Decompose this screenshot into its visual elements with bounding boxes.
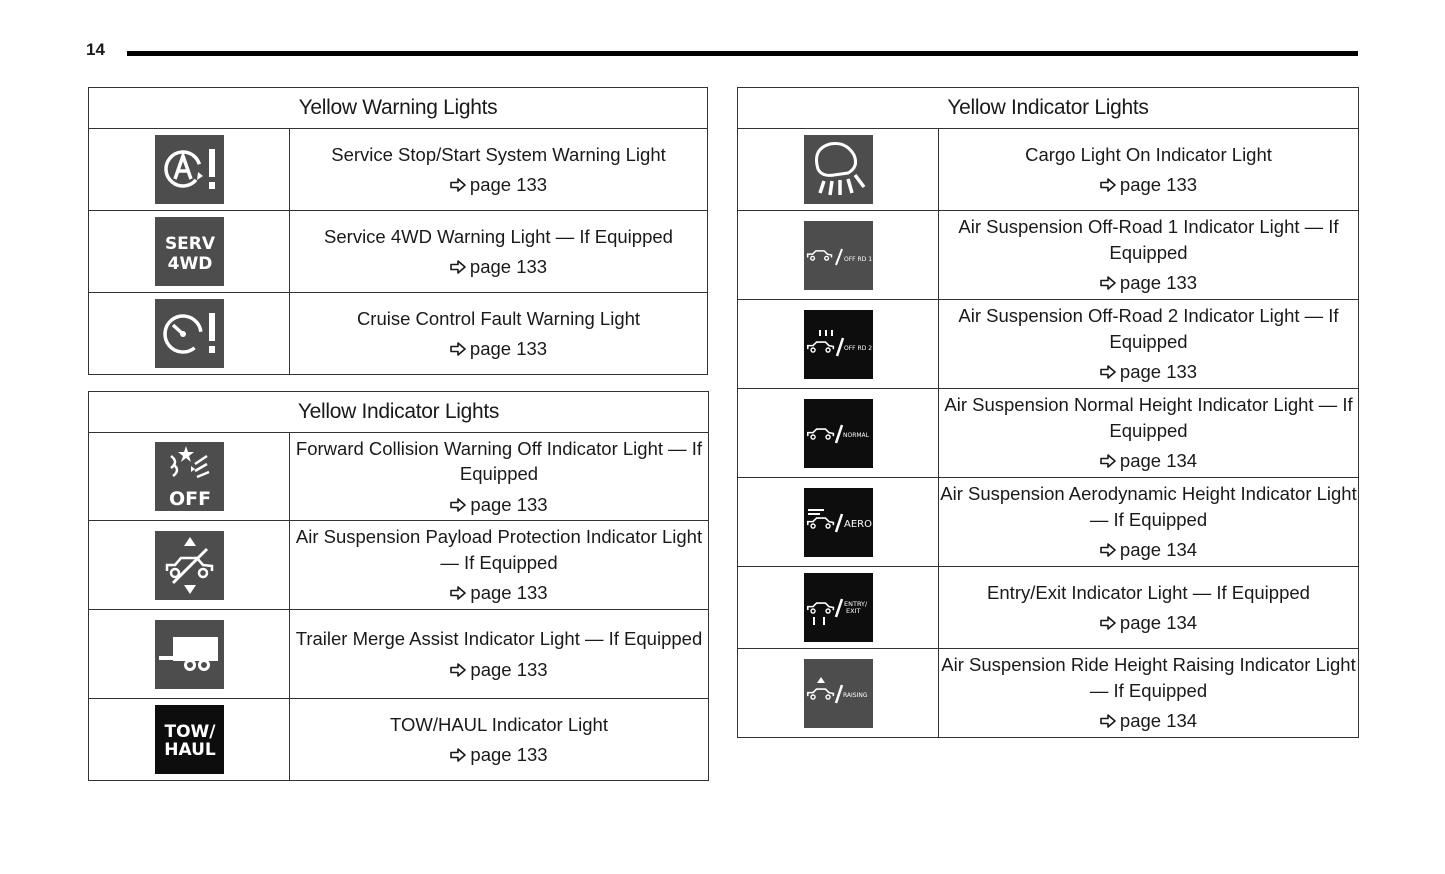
light-title: Service 4WD Warning Light — If Equipped (324, 225, 673, 247)
table-row (738, 567, 1359, 649)
page-reference[interactable]: page 134 (939, 537, 1358, 563)
normal-height-icon (804, 399, 873, 468)
light-title: Air Suspension Ride Height Raising Indicator Light — If Equipped (941, 654, 1356, 701)
aero-height-icon (804, 488, 873, 557)
svg-text:EXIT: EXIT (845, 607, 860, 615)
table-row (738, 389, 1359, 478)
table-row (738, 211, 1359, 300)
svg-text:OFF RD 2: OFF RD 2 (843, 344, 872, 352)
table-title: Yellow Indicator Lights (738, 88, 1359, 129)
light-title: Cruise Control Fault Warning Light (356, 307, 641, 329)
entry-exit-icon (804, 573, 873, 642)
table-row (89, 610, 709, 699)
light-title: Air Suspension Off-Road 1 Indicator Light — If Equipped (958, 216, 1339, 263)
light-title: Entry/Exit Indicator Light — If Equipped (987, 581, 1310, 603)
page-reference[interactable]: page 133 (290, 336, 707, 362)
svg-text:ENTRY/: ENTRY/ (843, 600, 867, 608)
light-title: Service Stop/Start System Warning Light (331, 143, 666, 165)
table-row (738, 300, 1359, 389)
svg-text:TOW/: TOW/ (163, 722, 216, 742)
page-reference[interactable]: page 134 (939, 610, 1358, 636)
arrow-right-icon (450, 586, 466, 600)
light-title: Cargo Light On Indicator Light (1025, 143, 1272, 165)
payload-protection-icon (155, 531, 224, 600)
light-title: Forward Collision Warning Off Indicator Light — If Equipped (295, 437, 703, 485)
arrow-right-icon (1100, 543, 1116, 557)
light-title: TOW/HAUL Indicator Light (390, 713, 608, 735)
page-reference[interactable]: page 134 (939, 448, 1358, 474)
table-title: Yellow Warning Lights (89, 88, 708, 129)
table-row (89, 521, 709, 610)
table-row (738, 478, 1359, 567)
svg-text:4WD: 4WD (167, 254, 212, 274)
page-reference[interactable]: page 133 (939, 172, 1358, 198)
yellow-indicator-lights-table-left (88, 391, 709, 781)
page-reference[interactable]: page 133 (290, 742, 708, 768)
arrow-right-icon (450, 342, 466, 356)
arrow-right-icon (450, 178, 466, 192)
table-row (89, 129, 708, 211)
header-rule (127, 51, 1358, 56)
svg-text:AERO: AERO (843, 518, 872, 530)
svg-text:RAISING: RAISING (842, 691, 868, 699)
svg-text:HAUL: HAUL (163, 740, 216, 760)
trailer-merge-icon (155, 620, 224, 689)
table-row (738, 129, 1359, 211)
page-number: 14 (86, 40, 105, 59)
arrow-right-icon (450, 498, 466, 512)
off-road-2-icon (804, 310, 873, 379)
svg-text:OFF: OFF (168, 488, 211, 510)
stop-start-warning-icon (155, 135, 224, 204)
page-reference[interactable]: page 133 (939, 270, 1358, 296)
serv-4wd-icon (155, 217, 224, 286)
arrow-right-icon (1100, 365, 1116, 379)
table-row (89, 433, 709, 521)
arrow-right-icon (1100, 616, 1116, 630)
light-title: Air Suspension Off-Road 2 Indicator Light — If Equipped (958, 305, 1339, 352)
table-row (89, 293, 708, 375)
page-reference[interactable]: page 133 (939, 359, 1358, 385)
yellow-indicator-lights-table-right (737, 87, 1359, 738)
page-reference[interactable]: page 133 (290, 254, 707, 280)
page-reference[interactable]: page 133 (290, 657, 708, 683)
tow-haul-icon (155, 705, 224, 774)
arrow-right-icon (450, 260, 466, 274)
arrow-right-icon (450, 748, 466, 762)
arrow-right-icon (450, 663, 466, 677)
page-reference[interactable]: page 133 (290, 580, 708, 606)
page-reference[interactable]: page 133 (290, 492, 708, 518)
svg-text:SERV: SERV (164, 234, 215, 254)
arrow-right-icon (1100, 178, 1116, 192)
table-row (89, 211, 708, 293)
fcw-off-icon (155, 442, 224, 511)
light-title: Trailer Merge Assist Indicator Light — If Equipped (295, 628, 703, 649)
page-reference[interactable]: page 133 (290, 172, 707, 198)
arrow-right-icon (1100, 454, 1116, 468)
table-row (89, 699, 709, 781)
light-title: Air Suspension Normal Height Indicator Light — If Equipped (944, 394, 1353, 441)
svg-text:NORMAL: NORMAL (842, 431, 869, 439)
cargo-light-icon (804, 135, 873, 204)
arrow-right-icon (1100, 276, 1116, 290)
svg-text:OFF RD 1: OFF RD 1 (843, 255, 872, 263)
page-reference[interactable]: page 134 (939, 708, 1358, 734)
table-row (738, 649, 1359, 738)
off-road-1-icon (804, 221, 873, 290)
table-title: Yellow Indicator Lights (89, 392, 709, 433)
yellow-warning-lights-table (88, 87, 708, 375)
arrow-right-icon (1100, 714, 1116, 728)
light-title: Air Suspension Payload Protection Indicator Light — If Equipped (295, 526, 703, 573)
light-title: Air Suspension Aerodynamic Height Indicator Light — If Equipped (940, 483, 1357, 530)
cruise-fault-icon (155, 299, 224, 368)
ride-height-raising-icon (804, 659, 873, 728)
